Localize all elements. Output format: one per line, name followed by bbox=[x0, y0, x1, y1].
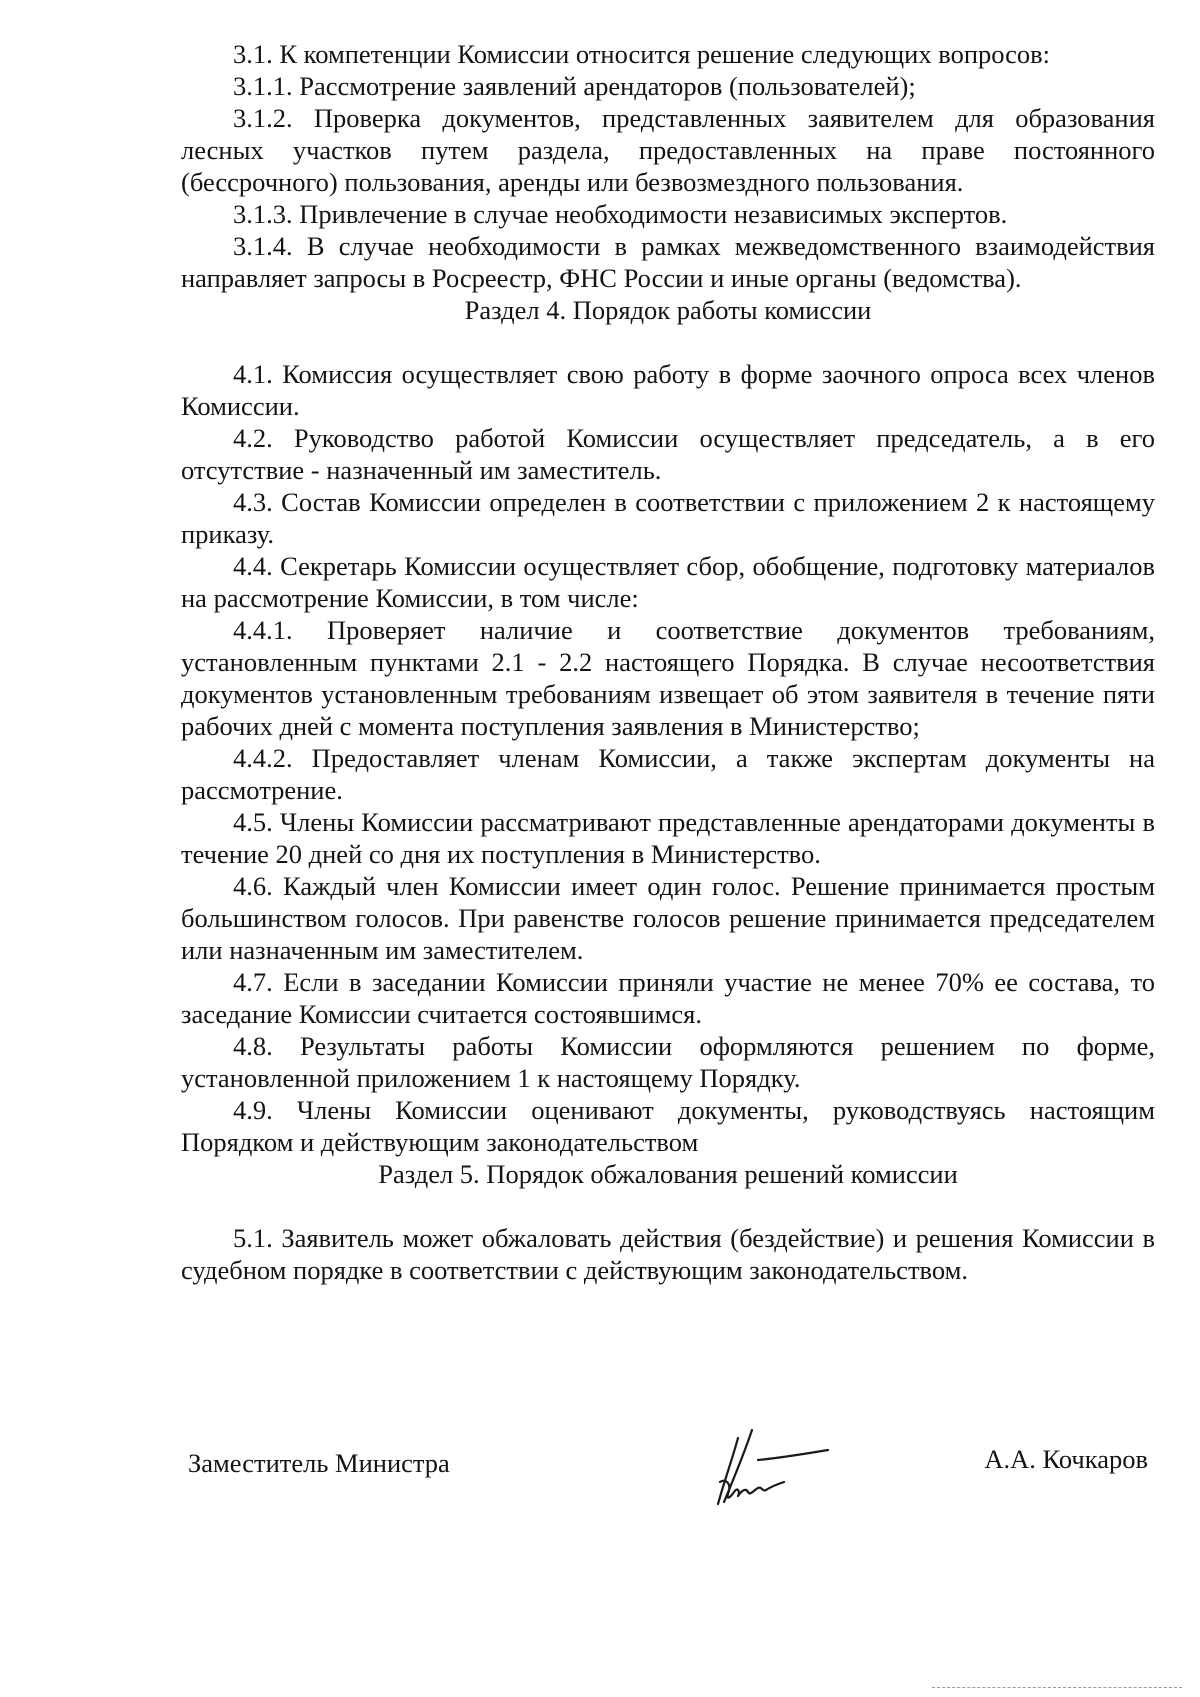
handwritten-signature bbox=[700, 1420, 850, 1520]
clause-3-1-4: 3.1.4. В случае необходимости в рамках межведомственного взаимодействия направляет запросы в Росреестр, ФНС России и иные органы (ведомства). bbox=[181, 231, 1155, 293]
section-5-title: Раздел 5. Порядок обжалования решений комиссии bbox=[378, 1159, 958, 1189]
clause-4-5: 4.5. Члены Комиссии рассматривают представленные арендаторами документы в течение 20 дней со дня их поступления в Министерство. bbox=[181, 807, 1155, 869]
section-4-title: Раздел 4. Порядок работы комиссии bbox=[464, 295, 872, 325]
clause-3-1-3: 3.1.3. Привлечение в случае необходимости независимых экспертов. bbox=[233, 199, 1008, 229]
clause-4-1: 4.1. Комиссия осуществляет свою работу в форме заочного опроса всех членов Комиссии. bbox=[181, 359, 1155, 421]
clause-4-9: 4.9. Члены Комиссии оценивают документы, руководствуясь настоящим Порядком и действующим законодательством bbox=[181, 1095, 1155, 1157]
signatory-name: А.А. Кочкаров bbox=[984, 1444, 1148, 1474]
clause-4-4: 4.4. Секретарь Комиссии осуществляет сбор, обобщение, подготовку материалов на рассмотрение Комиссии, в том числе: bbox=[181, 551, 1155, 613]
clause-3-1-1: 3.1.1. Рассмотрение заявлений арендаторов (пользователей); bbox=[233, 71, 916, 101]
bottom-divider-line bbox=[932, 1687, 1182, 1688]
clause-3-1-2: 3.1.2. Проверка документов, представленных заявителем для образования лесных участков путем раздела, предоставленных на праве постоянного (бессрочного) пользования, аренды или безвозмездного пользования. bbox=[181, 103, 1155, 197]
signatory-position: Заместитель Министра bbox=[188, 1448, 450, 1478]
clause-4-2: 4.2. Руководство работой Комиссии осуществляет председатель, а в его отсутствие - назначенный им заместитель. bbox=[181, 423, 1155, 485]
clause-4-3: 4.3. Состав Комиссии определен в соответствии с приложением 2 к настоящему приказу. bbox=[181, 487, 1155, 549]
clause-4-4-2: 4.4.2. Предоставляет членам Комиссии, а также экспертам документы на рассмотрение. bbox=[181, 743, 1155, 805]
document-body bbox=[181, 38, 1155, 1286]
clause-3-1: 3.1. К компетенции Комиссии относится решение следующих вопросов: bbox=[233, 39, 1051, 69]
clause-4-7: 4.7. Если в заседании Комиссии приняли участие не менее 70% ее состава, то заседание Комиссии считается состоявшимся. bbox=[181, 967, 1155, 1029]
clause-4-6: 4.6. Каждый член Комиссии имеет один голос. Решение принимается простым большинством голосов. При равенстве голосов решение принимается председателем или назначенным им заместителем. bbox=[181, 871, 1155, 965]
signature-block bbox=[188, 1438, 1148, 1528]
clause-4-4-1: 4.4.1. Проверяет наличие и соответствие документов требованиям, установленным пунктами 2.1 - 2.2 настоящего Порядка. В случае несоответствия документов установленным требованиям извещает об этом заявителя в течение пяти рабочих дней с момента поступления заявления в Министерство; bbox=[181, 615, 1155, 741]
clause-5-1: 5.1. Заявитель может обжаловать действия (бездействие) и решения Комиссии в судебном порядке в соответствии с действующим законодательством. bbox=[181, 1223, 1155, 1285]
clause-4-8: 4.8. Результаты работы Комиссии оформляются решением по форме, установленной приложением 1 к настоящему Порядку. bbox=[181, 1031, 1155, 1093]
